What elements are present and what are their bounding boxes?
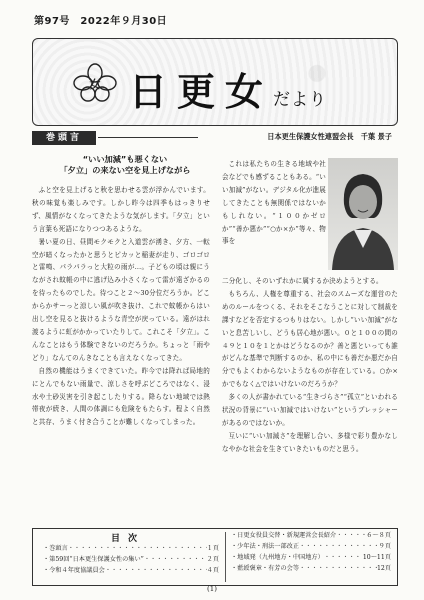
section-rule	[98, 137, 198, 138]
toc-item[interactable]: ・令和４年度協議員会 ・・・・・・・・・・・・・・・・・・・・・・・・・・・・・・・・・・・・ ４頁	[43, 565, 219, 576]
article-paragraph: 暑い夏の日、昼間モクモクと入道雲が湧き、夕方、一転空が暗くなったかと思うとピカッと稲妻が走り、ゴロゴロと雷鳴、パラパラっと大粒の雨が…。子どもの頃は親にうながされ蚊帳の中に逃げ込み小さくなって雷が遠ざかるのを待ったものでした。待つこと２～30分位だろうか。どこからかサーっと涼しい風が吹き抜け、これで蚊帳からはい出し空を見ると抜けるような青空が戻っている。遠がはれ渡るように虹がかかっていたりして。これこそ「夕立」。こんなことはもう体験できないのだろうか。ちょっと「雨やどり」なんてのんきなことも言えなくなってきた。	[32, 237, 210, 362]
article-column-right	[222, 275, 398, 456]
toc-item[interactable]: ・少年法・刑法一部改正 ・・・・・・・・・・・・・・・・・・・・・・・・・・・・・・・・・・・・ ９頁	[231, 541, 391, 552]
table-of-contents	[32, 528, 398, 586]
toc-title: 目次	[110, 534, 145, 544]
section-header	[32, 131, 396, 145]
toc-list-right	[231, 530, 391, 574]
article-paragraph: 自然の機能はうまくできていた。昨今では降れば局地的にとんでもない雨量で、涼しさを呼ぶどころではなく、浸水や土砂災害を引き起こしたりする。降らない地域では熱帯夜が続き、人間の体調にも危険をもたらす。程よく自然と共存、うまく付き合うことが難しくなってしまった。	[32, 366, 210, 427]
flower-emblem-icon	[73, 63, 117, 103]
article-paragraph: 二分化し、そのいずれかに属するか決めようとする。	[222, 277, 383, 285]
toc-item[interactable]: ・第59回“日本更生保護女性の集い” ・・・・・・・・・・・・・・・・・・・・・・・・・・・・・・・・・・・・ ２頁	[43, 554, 219, 565]
masthead-banner	[32, 38, 398, 126]
toc-item[interactable]: ・藍綬褒章・有芳の会等 ・・・・・・・・・・・・・・・・・・・・・・・・・・・・・・・・・・・・ 12頁	[231, 563, 391, 574]
article-author: 日本更生保護女性連盟会長 千葉 景子	[267, 132, 392, 141]
section-label: 巻頭言	[32, 131, 96, 145]
article-paragraph: もちろん、人権を尊重する、社会のスムーズな運営のためのルールをつくる、それをそこなうことに対して制裁を課すなどを否定するつもりはない。しかし“いい加減”がないと息苦しいし、どうも居心地が悪い。０と１００の間の４９と１０を１とかはどうなるのか？善と悪といっても誰がどんな基準で判断するのか、私の中にも善だか悪だか自分でもよくわからないようなものが存在している。○か×かでもなく△ではいけないのだろうか？	[222, 289, 398, 389]
masthead-title-main: 日更女	[129, 70, 274, 114]
article-headline-1: “いい加減”も悪くない	[82, 154, 168, 164]
article-paragraph: 互いに“いい加減さ”を理解し合い、多様で彩り豊かなしなやかな社会を生きていきたいものだと思う。	[222, 431, 398, 453]
masthead-title	[129, 61, 327, 116]
article-column-right-top	[222, 158, 326, 248]
article-column-left	[32, 184, 210, 429]
page-number: (1)	[207, 585, 217, 593]
article-paragraph: ふと空を見上げると秋を思わせる雲が浮かんでいます。秋の味覚も楽しみです。しかし昨今は四季もはっきりせず、風情がなくなってきたような気がします。「夕立」という言葉も死語になりつつあるような。	[32, 186, 210, 233]
toc-divider	[225, 532, 226, 582]
toc-list-left	[43, 543, 219, 576]
toc-item[interactable]: ・日更女役員交替・新規運営会長紹介 ・・・・・・・・・・・・・・・・・・・・・・・・・・・・・・・・・・・・ ６～８頁	[231, 530, 391, 541]
article-headline-2: 「夕立」の来ない空を見上げながら	[59, 165, 191, 175]
toc-item[interactable]: ・地域発（九州地方・中国地方） ・・・・・・・・・・・・・・・・・・・・・・・・・・・・・・・・・・・・ 10～11頁	[231, 552, 391, 563]
toc-item[interactable]: ・巻頭言 ・・・・・・・・・・・・・・・・・・・・・・・・・・・・・・・・・・・・ １頁	[43, 543, 219, 554]
article-paragraph: これは私たちの生きる地域や社会などでも感ずることもある。“いい加減”がない。デジタル化が進展してきたことも無関係ではないかもしれない。“１００かゼロか”“善か悪か”“○か×か”等々、物事を	[222, 160, 326, 246]
masthead-title-sub: だより	[273, 90, 328, 110]
svg-text:女: 女	[89, 78, 101, 91]
issue-date-line: 第97号 2022年９月30日	[34, 16, 168, 27]
article-paragraph: 多くの人が書かれている“生きづらさ”“孤立”といわれる状況の背景に“いい加減ではいけない”というプレッシャーがあるのではないか。	[222, 393, 398, 427]
author-portrait-photo	[328, 158, 398, 270]
